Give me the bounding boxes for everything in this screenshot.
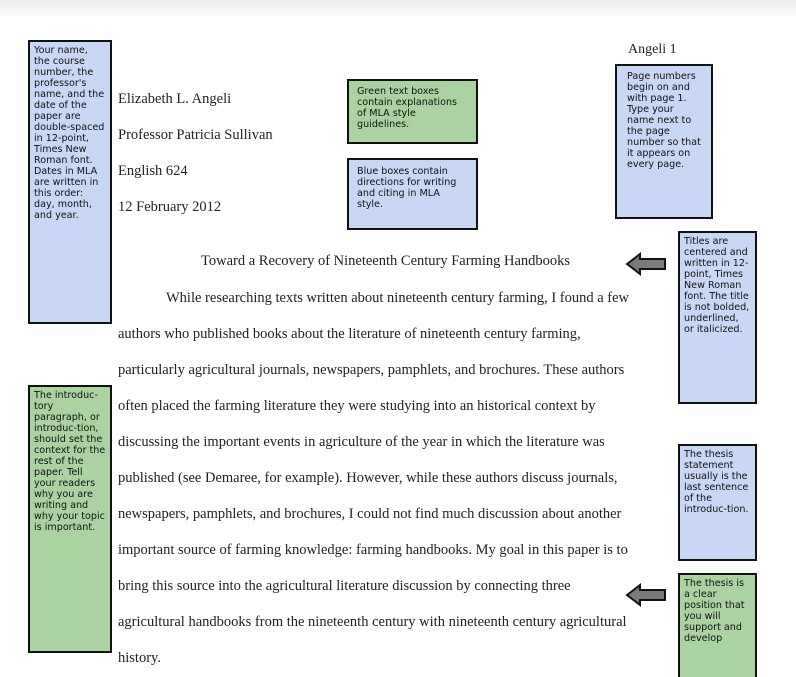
course-name: English 624: [118, 163, 188, 179]
heading-info-note: Your name, the course number, the professor's name, and the date of the paper are double-spaced in 12-point, Times New Roman font. Dates in MLA are written in this order: day, month, and year.: [28, 40, 112, 324]
titles-note: Titles are centered and written in 12-point, Times New Roman font. The title is not bolded, underlined, or italicized.: [678, 231, 757, 404]
body-line: newspapers, pamphlets, and brochures, I could not find much discussion about another: [118, 506, 622, 522]
left-arrow-icon: [625, 583, 667, 607]
paper-title: Toward a Recovery of Nineteenth Century Farming Handbooks: [201, 253, 571, 269]
body-line: published (see Demaree, for example). However, while these authors discuss journals,: [118, 470, 618, 486]
thesis-claim-note: The thesis is a clear position that you will support and develop: [678, 573, 757, 677]
body-line: bring this source into the agricultural literature discussion by connecting three: [118, 578, 571, 594]
page-header: Angeli 1: [628, 42, 677, 57]
intro-note: The introduc-tory paragraph, or introduc-tion, should set the context for the rest of the paper. Tell your readers why you are writing and why your topic is important.: [28, 385, 112, 653]
student-name: Elizabeth L. Angeli: [118, 91, 232, 107]
page-numbers-note: Page numbers begin on and with page 1. Type your name next to the page number so that it appears on every page.: [615, 64, 713, 219]
body-line: agricultural handbooks from the nineteenth century with nineteenth century agricultural: [118, 614, 627, 630]
body-line: important source of farming knowledge: farming handbooks. My goal in this paper is to: [118, 542, 628, 558]
left-arrow-icon: [625, 252, 667, 276]
paper-date: 12 February 2012: [118, 199, 222, 215]
thesis-position-note: The thesis statement usually is the last sentence of the introduc-tion.: [678, 444, 757, 561]
professor-name: Professor Patricia Sullivan: [118, 127, 273, 143]
blue-legend-note: Blue boxes contain directions for writing and citing in MLA style.: [347, 158, 478, 230]
body-line: history.: [118, 650, 161, 666]
body-line: authors who published books about the literature of nineteenth century farming,: [118, 326, 581, 342]
viewer-top-bar: [0, 0, 796, 16]
body-line: discussing the important events in agriculture of the year in which the literature was: [118, 434, 605, 450]
body-line: particularly agricultural journals, newspapers, pamphlets, and brochures. These authors: [118, 362, 625, 378]
body-line: often placed the farming literature they were studying into an historical context by: [118, 398, 596, 414]
green-legend-note: Green text boxes contain explanations of MLA style guidelines.: [347, 79, 478, 144]
body-line: While researching texts written about nineteenth century farming, I found a few: [166, 290, 630, 306]
